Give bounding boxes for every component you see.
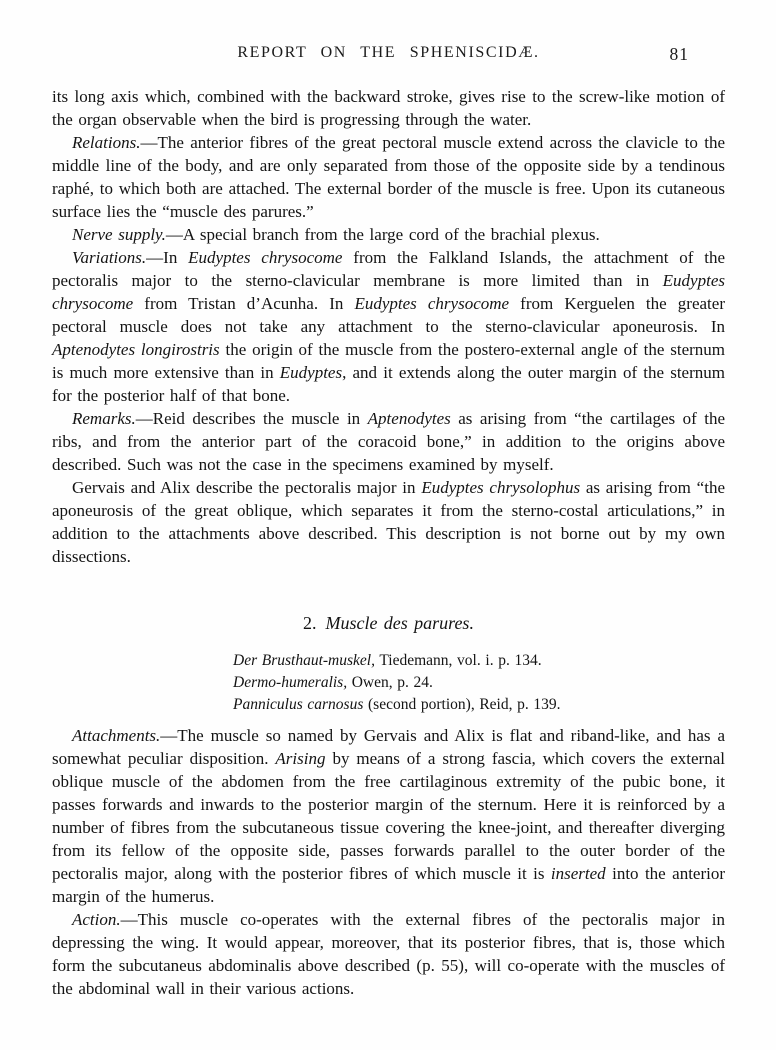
italic-text-run: Aptenodytes (367, 409, 451, 428)
text-run: —A special branch from the large cord of the brachial plexus. (165, 225, 600, 244)
page-body (52, 85, 725, 1000)
text-run: —Reid describes the muscle in (135, 409, 368, 428)
italic-text-run: inserted (550, 864, 606, 883)
text-run: —The muscle so named by Gervais and Alix is flat and riband-like, and has a somewhat peculiar disposition. (52, 726, 725, 768)
paragraph (52, 476, 725, 568)
body-paragraphs-top (52, 85, 725, 568)
text-run: Gervais and Alix describe the pectoralis major in (72, 478, 422, 497)
text-run: —In (146, 248, 189, 267)
text-run: as arising from “the aponeurosis of the great oblique, which separates it from the sterno-costal articulations,” in addition to the attachments above described. This description is not borne out by my own dissections. (52, 478, 725, 566)
italic-text-run: Nerve supply. (72, 225, 166, 244)
italic-text-run: Relations. (72, 133, 141, 152)
italic-text-run: Dermo-humeralis, (233, 674, 348, 691)
italic-text-run: Aptenodytes longirostris (52, 340, 220, 359)
italic-text-run: Eudyptes chrysolophus (421, 478, 581, 497)
italic-text-run: Eudyptes chrysocome (52, 271, 725, 313)
text-run: as arising from “the cartilages of the ribs, and from the anterior part of the coracoid bone,” in addition to the origins above described. Such was not the case in the specimens examined by myself. (52, 409, 725, 474)
italic-text-run: Der Brusthaut-muskel, (233, 652, 375, 669)
text-run: into the anterior margin of the humerus. (52, 864, 726, 906)
text-run: (second portion), Reid, p. 139. (363, 696, 561, 713)
paragraph (52, 908, 725, 1000)
italic-text-run: Arising (275, 749, 326, 768)
italic-text-run: Attachments. (72, 726, 161, 745)
text-run: Tiedemann, vol. i. p. 134. (374, 652, 542, 669)
paragraph (52, 246, 725, 407)
italic-text-run: Remarks. (72, 409, 136, 428)
italic-text-run: Eudyptes chrysocome (188, 248, 343, 267)
italic-text-run: Panniculus carnosus (233, 696, 364, 713)
italic-text-run: Variations. (72, 248, 147, 267)
paragraph (52, 131, 725, 223)
text-run: its long axis which, combined with the backward stroke, gives rise to the screw-like motion of the organ observable when the bird is progressing through the water. (52, 87, 725, 129)
text-run: from Tristan d’Acunha. In (133, 294, 355, 313)
citation-line (233, 650, 725, 672)
italic-text-run: Action. (72, 910, 121, 929)
text-run: —This muscle co-operates with the external fibres of the pectoralis major in depressing the wing. It would appear, moreover, that its posterior fibres, that is, those which form the subcutaneus abdominalis above described (p. 55), will co-operate with the muscles of the abdominal wall in their various actions. (52, 910, 725, 998)
body-paragraphs-bottom (52, 724, 725, 1000)
paragraph (52, 724, 725, 908)
text-run: , and it extends along the outer margin of the sternum for the posterior half of that bone. (52, 363, 725, 405)
text-run: Owen, p. 24. (347, 674, 433, 691)
italic-text-run: Muscle des parures. (325, 613, 474, 633)
text-run: —The anterior fibres of the great pectoral muscle extend across the clavicle to the middle line of the body, and are only separated from those of the opposite side by a tendinous raphé, to which both are attached. The external border of the muscle is free. Upon its cutaneous surface lies the “muscle des parures.” (52, 133, 725, 221)
text-run: by means of a strong fascia, which covers the external oblique muscle of the abdomen from the free cartilaginous extremity of the pubic bone, it passes forwards and inwards to the posterior margin of the sternum. Here it is reinforced by a number of fibres from the subcutaneous tissue covering the knee-joint, and thereafter diverging from its fellow of the opposite side, passes forwards parallel to the outer border of the pectoralis major, along with the posterior fibres of which muscle it is (52, 749, 725, 883)
citation-list (233, 650, 725, 716)
text-run: from Kerguelen the greater pectoral muscle does not take any attachment to the sterno-clavicular aponeurosis. In (52, 294, 725, 336)
italic-text-run: Eudyptes (279, 363, 343, 382)
paragraph (52, 407, 725, 476)
page-number: 81 (669, 44, 689, 64)
text-run: the origin of the muscle from the postero-external angle of the sternum is much more extensive than in (52, 340, 725, 382)
page-header (52, 44, 725, 68)
running-title: REPORT ON THE SPHENISCIDÆ. (237, 44, 540, 61)
citation-line (233, 672, 725, 694)
text-run: from the Falkland Islands, the attachment of the pectoralis major to the sterno-clavicular membrane is more limited than in (52, 248, 725, 290)
citation-line (233, 694, 725, 716)
italic-text-run: Eudyptes chrysocome (354, 294, 510, 313)
section-heading (52, 610, 725, 636)
text-run: 2. (303, 613, 326, 633)
paragraph (52, 85, 725, 131)
paragraph (52, 223, 725, 246)
